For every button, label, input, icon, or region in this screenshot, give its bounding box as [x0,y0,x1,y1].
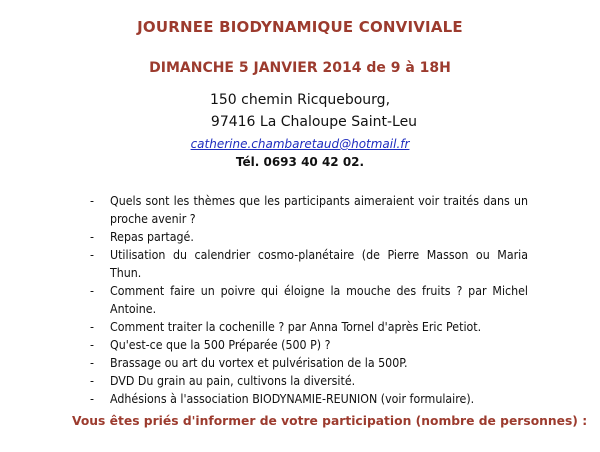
phone-number: Tél. 0693 40 42 02. [235,155,365,169]
agenda-list [88,192,528,408]
agenda-item: - DVD Du grain au pain, cultivons la diversité. [88,372,528,390]
agenda-item: - Brassage ou art du vortex et pulvérisation de la 500P. [88,354,528,372]
agenda-item: - Comment faire un poivre qui éloigne la mouche des fruits ? par Michel Antoine. [88,282,528,318]
agenda-item: - Quels sont les thèmes que les participants aimeraient voir traités dans un proche avenir ? [88,192,528,228]
agenda-item: - Repas partagé. [88,228,528,246]
email-link[interactable]: catherine.chambaretaud@hotmail.fr [190,137,410,151]
address-line-2: 97416 La Chaloupe Saint-Leu [210,114,418,130]
agenda-item: - Comment traiter la cochenille ? par Anna Tornel d'après Eric Petiot. [88,318,528,336]
address-line-1: 150 chemin Ricquebourg, [209,92,391,108]
participation-request: Vous êtes priés d'informer de votre participation (nombre de personnes) : [72,414,588,428]
event-date: DIMANCHE 5 JANVIER 2014 de 9 à 18H [149,60,451,76]
agenda-item: - Qu'est-ce que la 500 Préparée (500 P) ? [88,336,528,354]
agenda-item: - Adhésions à l'association BIODYNAMIE-REUNION (voir formulaire). [88,390,528,408]
document-title: JOURNEE BIODYNAMIQUE CONVIVIALE [137,18,463,36]
agenda-item: - Utilisation du calendrier cosmo-planétaire (de Pierre Masson ou Maria Thun. [88,246,528,282]
